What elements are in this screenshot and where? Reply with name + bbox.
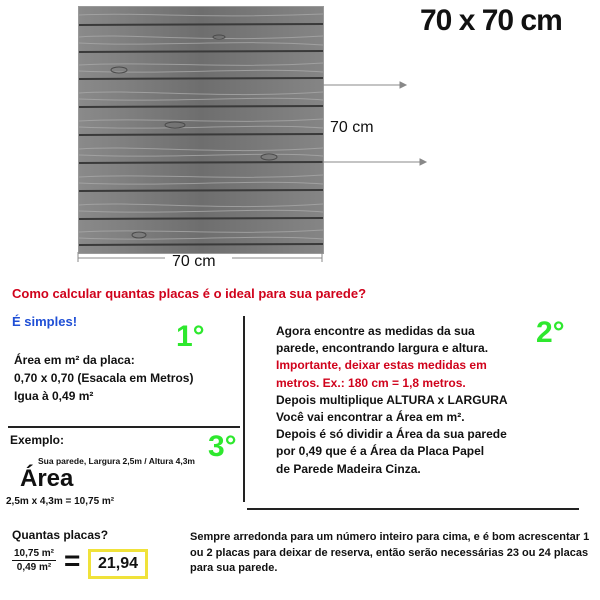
- intro-question: Como calcular quantas placas é o ideal para sua parede?: [12, 286, 367, 301]
- example-area-calc: 2,5m x 4,3m = 10,75 m²: [6, 496, 115, 507]
- step1-area-calc: 0,70 x 0,70 (Esacala em Metros): [14, 371, 194, 385]
- step-3-number: 3°: [208, 430, 237, 463]
- step2-line: por 0,49 que é a Área da Placa Papel: [276, 444, 485, 459]
- result-fraction: [12, 548, 56, 573]
- step2-instructions: [276, 323, 586, 478]
- fraction-bar: [12, 560, 56, 561]
- result-question: Quantas placas?: [12, 528, 109, 542]
- height-dimension-label: 70 cm: [330, 119, 374, 136]
- fraction-numerator: 10,75 m²: [13, 548, 55, 559]
- step2-line: Você vai encontrar a Área em m².: [276, 410, 465, 425]
- width-dimension-label: 70 cm: [172, 253, 216, 270]
- result-value: 21,94: [88, 549, 148, 579]
- equals-sign: =: [64, 545, 81, 576]
- step2-important: metros. Ex.: 180 cm = 1,8 metros.: [276, 375, 466, 390]
- divider-left: [8, 426, 240, 428]
- divider-right: [247, 508, 579, 510]
- step1-area-result: Igua à 0,49 m²: [14, 389, 94, 403]
- step2-line: de Parede Madeira Cinza.: [276, 461, 421, 476]
- step2-line: Depois é só dividir a Área da sua parede: [276, 427, 507, 442]
- step2-line: Agora encontre as medidas da sua: [276, 324, 475, 338]
- example-wall-dims: Sua parede, Largura 2,5m / Altura 4,3m: [38, 456, 195, 466]
- step1-area-title: Área em m² da placa:: [14, 353, 135, 367]
- step-1-number: 1°: [176, 320, 205, 353]
- dimension-arrows: [0, 0, 600, 280]
- example-label: Exemplo:: [10, 433, 65, 447]
- step2-line: Depois multiplique ALTURA x LARGURA: [276, 392, 508, 407]
- divider-vertical: [243, 316, 245, 502]
- rounding-note: Sempre arredonda para um número inteiro para cima, e é bom acrescentar 1 ou 2 placas para deixar de reserva, então serão necessárias 23 ou 24 placas para sua parede.: [190, 531, 590, 574]
- step2-line: parede, encontrando largura e altura.: [276, 341, 489, 356]
- intro-easy: É simples!: [12, 314, 78, 329]
- example-area-label: Área: [20, 465, 74, 492]
- fraction-denominator: 0,49 m²: [16, 562, 52, 573]
- step2-important: Importante, deixar estas medidas em: [276, 358, 487, 373]
- size-title: 70 x 70 cm: [420, 4, 562, 37]
- step-2-number: 2°: [536, 316, 565, 349]
